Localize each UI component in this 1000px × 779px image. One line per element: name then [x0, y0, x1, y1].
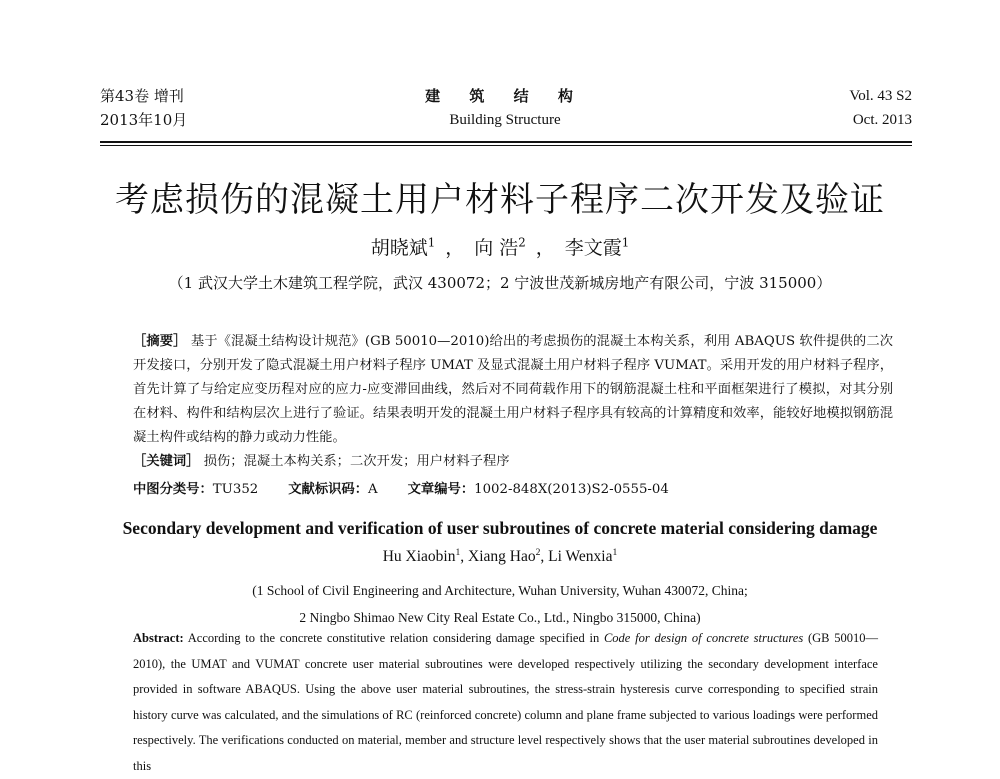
header-rule-thick: [100, 141, 912, 143]
article-no-label: 文章编号：: [407, 482, 475, 497]
doc-code-value: A: [368, 482, 378, 497]
volume-en: Vol. 43 S2: [849, 88, 912, 104]
abstract-en-label: Abstract:: [133, 631, 184, 645]
journal-name-cn: 建 筑 结 构: [425, 87, 585, 105]
clc-label: 中图分类号：: [133, 482, 213, 497]
abstract-en: [133, 626, 878, 779]
abstract-cn-text: 基于《混凝土结构设计规范》(GB 50010—2010)给出的考虑损伤的混凝土本构关系，利用 ABAQUS 软件提供的二次开发接口，分别开发了隐式混凝土用户材料子程序 UMAT 及显式混凝土用户材料子程序 VUMAT。采用开发的用户材料子程序，首先计算了与给定应变历程对应的应力-应变滞回曲线，然后对不同荷载作用下的钢筋混凝土柱和平面框架进行了模拟，对其分别在材料、构件和结构层次上进行了验证。结果表明开发的混凝土用户材料子程序具有较高的计算精度和效率，能较好地模拟钢筋混凝土构件或结构的静力或动力性能。: [133, 334, 893, 445]
author-cn: 李文霞$^1$: [564, 235, 630, 259]
authors-cn: 胡晓斌$^1$ ， 向 浩$^2$ ， 李文霞$^1$: [370, 235, 630, 259]
abstract-en-text: According to the concrete constitutive relation considering damage specified in: [183, 631, 604, 645]
author-en: Li Wenxia$^1$: [548, 546, 618, 565]
affiliation-en-line: 2 Ningbo Shimao New City Real Estate Co., Ltd., Ningbo 315000, China): [299, 610, 701, 625]
author-en: Xiang Hao$^2$: [468, 546, 541, 565]
code-title: Code for design of concrete structures: [603, 631, 804, 645]
affiliation-en-line: (1 School of Civil Engineering and Architecture, Wuhan University, Wuhan 430072, China;: [252, 583, 748, 598]
authors-en: Hu Xiaobin$^1$, Xiang Hao$^2$, Li Wenxia$^1$: [382, 546, 618, 565]
abstract-cn: [133, 330, 893, 450]
doc-code-label: 文献标识码：: [288, 482, 369, 497]
author-cn: 胡晓斌$^1$: [370, 235, 436, 259]
keywords-cn-text: 损伤；混凝土本构关系；二次开发；用户材料子程序: [199, 454, 510, 469]
affiliation-cn: （1 武汉大学土木建筑工程学院，武汉 430072；2 宁波世茂新城房地产有限公司，宁波 315000）: [168, 274, 832, 292]
paper-title-en: Secondary development and verification of user subroutines of concrete material considering damage: [122, 518, 878, 538]
paper-title-cn: 考虑损伤的混凝土用户材料子程序二次开发及验证: [115, 180, 885, 220]
clc-value: TU352: [212, 482, 259, 497]
article-no-value: 1002-848X(2013)S2-0555-04: [474, 482, 669, 497]
affiliation-en: [0, 577, 1000, 631]
author-en: Hu Xiaobin$^1$: [382, 546, 461, 565]
abstract-en-text-continued: (GB 50010—2010), the UMAT and VUMAT concrete user material subroutines were developed respectively utilizing the secondary development interface provided in software ABAQUS. Using the above user material subroutines, the stress-strain hysteresis curve corresponding to specified strain history curve was calculated, and the simulations of RC (reinforced concrete) column and plane frame subjected to various loadings were performed respectively. The verifications conducted on material, member and structure level respectively shows that the user material subroutines developed in this: [133, 631, 878, 773]
date-cn: 2013年10月: [100, 111, 188, 129]
volume-cn: 第43卷 增刊: [100, 87, 184, 105]
date-en: Oct. 2013: [852, 112, 912, 128]
classification-line: [133, 478, 669, 502]
header-rule-thin: [100, 145, 912, 146]
journal-name-en: Building Structure: [449, 112, 561, 128]
keywords-cn-label: ［关键词］: [133, 454, 200, 469]
keywords-cn: [133, 450, 893, 474]
abstract-cn-label: ［摘要］: [133, 334, 187, 349]
header-left: [100, 84, 187, 132]
author-cn: 向 浩$^2$: [474, 235, 526, 259]
header-right: [849, 84, 912, 132]
header-center: [405, 84, 605, 132]
